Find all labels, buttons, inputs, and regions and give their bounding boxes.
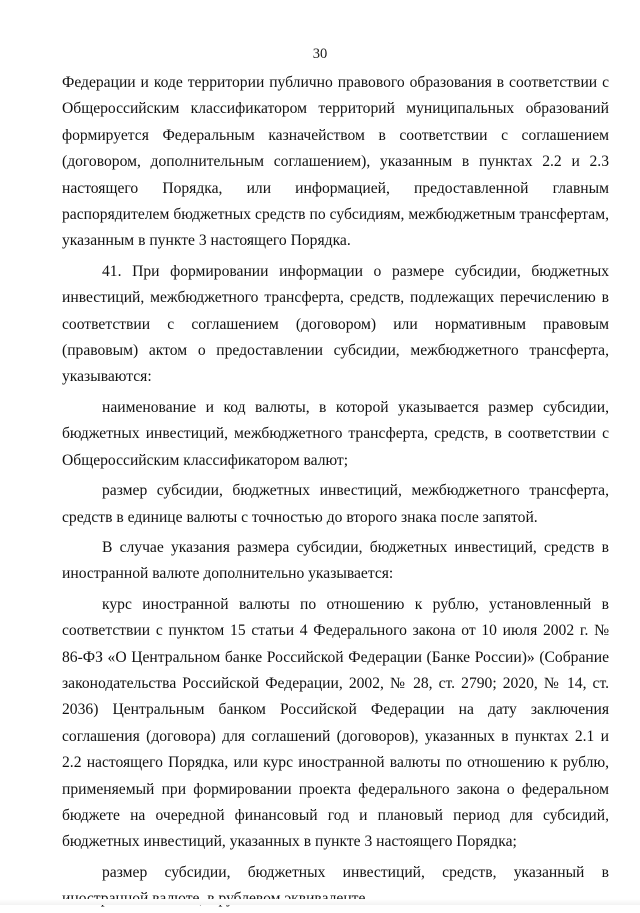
scan-edge: [0, 899, 640, 905]
document-body: [62, 70, 609, 913]
paragraph-foreign-currency: В случае указания размера субсидии, бюджетных инвестиций, средств в иностранной валюте дополнительно указывается:: [62, 538, 609, 583]
paragraph-continuation: Федерации и коде территории публично правового образования в соответствии с Общероссийским классификатором территорий муниципальных образований формируется Федеральным казначейством в соответствии с соглашением (договором, дополнительным соглашением), указанным в пунктах 2.2 и 2.3 настоящего Порядка, или информацией, предоставленной главным распорядителем бюджетных средств по субсидиям, межбюджетным трансфертам, указанным в пункте 3 настоящего Порядка.: [62, 74, 609, 250]
paragraph-amount: размер субсидии, бюджетных инвестиций, межбюджетного трансферта, средств в единице валюты с точностью до второго знака после запятой.: [62, 482, 609, 526]
paragraph-item-41: 41. При формировании информации о размере субсидии, бюджетных инвестиций, межбюджетного трансферта, средств, подлежащих перечислению в соответствии с соглашением (договором) или нормативным правовым (правовым) актом о предоставлении субсидии, межбюджетного трансферта, указываются:: [62, 262, 609, 386]
page-number: 30: [312, 46, 328, 62]
paragraph-currency-name: наименование и код валюты, в которой указывается размер субсидии, бюджетных инвестиций, межбюджетного трансферта, средств, в соответствии с Общероссийским классификатором валют;: [62, 398, 609, 469]
paragraph-exchange-rate: курс иностранной валюты по отношению к рублю, установленный в соответствии с пунктом 15 статьи 4 Федерального закона от 10 июля 2002 г. № 86-ФЗ «О Центральном банке Российской Федерации (Банке России)» (Собрание законодательства Российской Федерации, 2002, № 28, ст. 2790; 2020, № 14, ст. 2036) Центральным банком Российской Федерации на дату заключения соглашения (договора) для соглашений (договоров), указанных в пунктах 2.1 и 2.2 настоящего Порядка, или курс иностранной валюты по отношению к рублю, применяемый при формировании проекта федерального закона о федеральном бюджете на очередной финансовый год и плановый период для субсидий, бюджетных инвестиций, указанных в пункте 3 настоящего Порядка;: [62, 595, 609, 851]
paragraph-ruble-equivalent: размер субсидии, бюджетных инвестиций, средств, указанный в: [102, 863, 609, 881]
